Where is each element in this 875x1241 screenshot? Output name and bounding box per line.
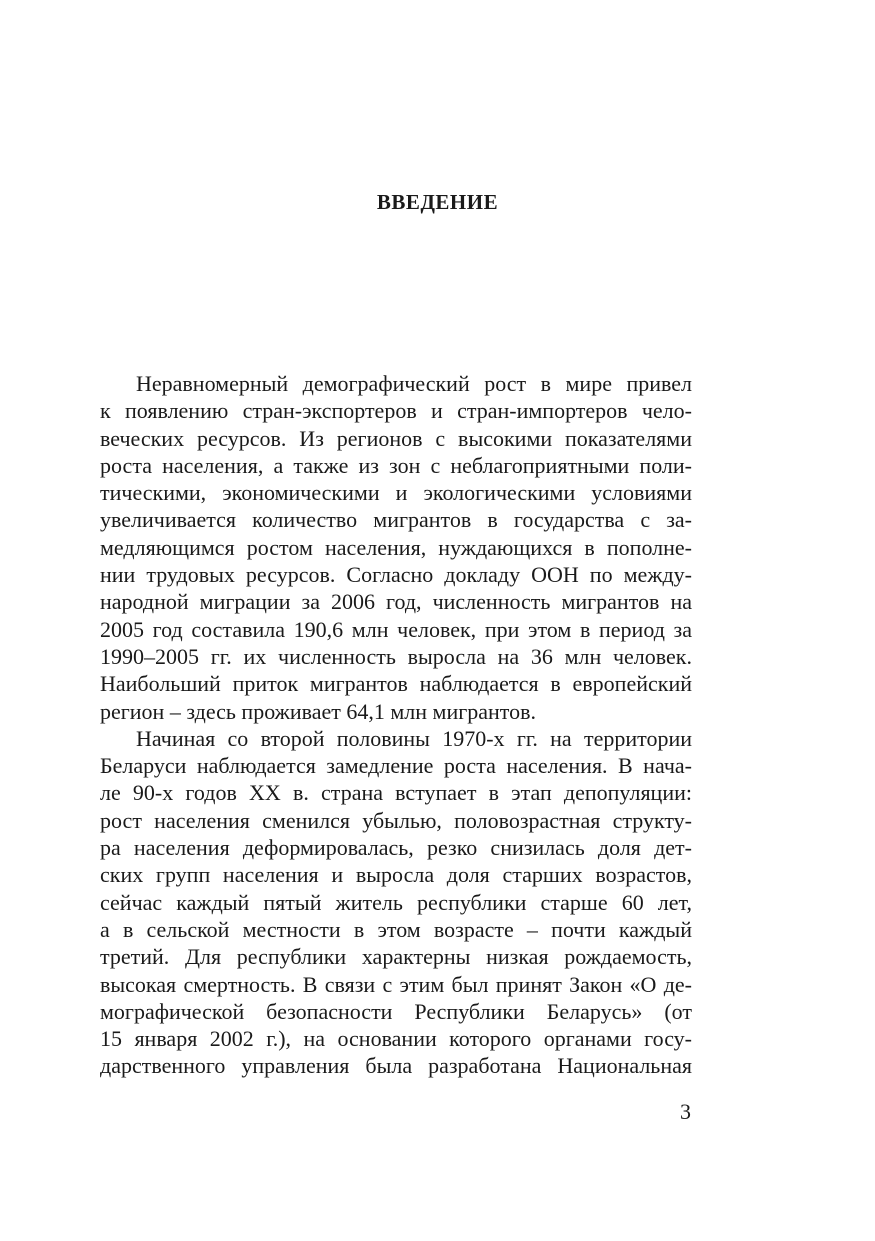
chapter-heading: ВВЕДЕНИЕ <box>376 190 499 214</box>
text-line: Беларуси наблюдается замедление роста населения. В нача- <box>100 753 692 779</box>
text-line: ра населения деформировалась, резко снизилась доля дет- <box>100 835 692 861</box>
text-line: Наибольший приток мигрантов наблюдается в европейский <box>100 671 692 697</box>
text-line: роста населения, а также из зон с неблагоприятными поли- <box>100 452 692 478</box>
text-line: ских групп населения и выросла доля старших возрастов, <box>100 862 692 888</box>
text-line: ле 90-х годов XX в. страна вступает в этап депопуляции: <box>100 780 692 806</box>
text-line: к появлению стран-экспортеров и стран-импортеров чело- <box>100 398 692 424</box>
text-line: медляющимся ростом населения, нуждающихся в пополне- <box>100 534 692 560</box>
text-line: 1990–2005 гг. их численность выросла на 36 млн человек. <box>100 643 692 669</box>
text-line: нии трудовых ресурсов. Согласно докладу ООН по между- <box>100 562 692 588</box>
text-line: 15 января 2002 г.), на основании которого органами госу- <box>100 1026 692 1052</box>
text-line: Начиная со второй половины 1970-х гг. на территории <box>136 725 692 751</box>
text-line: сейчас каждый пятый житель республики старше 60 лет, <box>100 889 692 915</box>
text-line: третий. Для республики характерны низкая рождаемость, <box>100 944 692 970</box>
text-line: дарственного управления была разработана Национальная <box>100 1053 692 1079</box>
text-line: рост населения сменился убылью, половозрастная структу- <box>100 807 692 833</box>
paragraph-1 <box>100 370 692 725</box>
text-line: увеличивается количество мигрантов в государства с за- <box>100 507 692 533</box>
text-line: а в сельской местности в этом возрасте – почти каждый <box>100 916 692 942</box>
body-text <box>100 370 692 1080</box>
text-line: мографической безопасности Республики Беларусь» (от <box>100 998 692 1024</box>
text-line: высокая смертность. В связи с этим был принят Закон «О де- <box>100 971 692 997</box>
text-line: регион – здесь проживает 64,1 млн мигрантов. <box>100 698 537 724</box>
page-number: 3 <box>680 1099 691 1124</box>
text-line: веческих ресурсов. Из регионов с высокими показателями <box>100 425 692 451</box>
text-line: тическими, экономическими и экологическими условиями <box>100 480 692 506</box>
text-line: народной миграции за 2006 год, численность мигрантов на <box>100 589 692 615</box>
text-line: Неравномерный демографический рост в мире привел <box>136 371 692 396</box>
text-line: 2005 год составила 190,6 млн человек, при этом в период за <box>100 616 692 642</box>
paragraph-2 <box>100 725 692 1080</box>
